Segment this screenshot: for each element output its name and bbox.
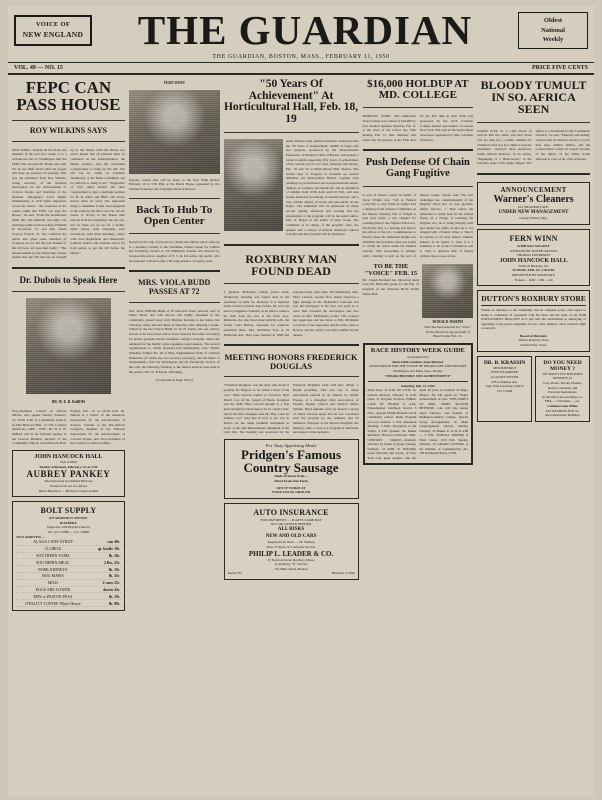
race-history-week-guide	[363, 343, 474, 465]
auto-line-1: ALL RISKS	[277, 526, 305, 532]
dr-krassin-ad[interactable]	[477, 356, 532, 422]
fern-ad-tickets[interactable]: Tickets — $.60 - 1.80 - 1.20	[514, 277, 553, 282]
price-item-name: PORK KIDNEYS	[16, 566, 90, 573]
horticultural-body: Anita Tibbets Jones, general chairman, announces that the "50 Years of Achievement" exhibit of Negro life and progress, sponsored by the Massachusetts Federation of Women's Clubs of Boston, will present a varied program supporting fifty years of achievement of the colored race for two days, Saturday and Sunday, Feb. 18 and 19 at Horticultural Hall, Boston. The annual Spar of Progress is available up several definitive Art metropolitan Boston, together with paintings by professional and non-professional artists, displays of sculpture and handicraft, and an exhibition of exhibits from 10:30 A.M. until 10 P.M., will also feature historical documents of unusual interest, and a very notable display of books and periodicals on the Negro. The exhibition will be sponsored by many second Sunday afternoon and evening and the presentation of the program, will be the noted author, Mrs. A. Bogart in the author of three books. The committee is in charge of the program. Also, the speaker and a variety of African American cultural societies and the programs will be displayed.	[285, 138, 359, 237]
money-address: 344 WASHINGTON ST.	[545, 408, 580, 413]
auto-line-2: NEW AND OLD CARS	[265, 533, 317, 539]
viola-budd-body: Mrs. Viola Williams Budd of 58 Warwick Street, beloved wife of James Budd, and well known and highly esteemed in the community, passed away early Monday morning at her home. Our Thursday, where she had taken on Saturday, after suffering a stroke. Called by the late Francis Budd, Sr. W. H. Taylor, her son, widow, arrived at the uncovered native down Saturday fled after recovering for perfect grounds and the breakfast vesting is hospital, where she remained for the family, some regaining consciousness. The several organizations to which deceased had membership were: Phyllis Wheatley Temple No. 20 of Elks, Supplemental Order of Calliean Fisherman (of which she was secretary secretary), and the Order of Sympathizers, both the Washington and the Paramount Society of the Lord. On Thursday, February 4, the funeral services were held at the parlors, Rev. W. B Exeter officiating.	[128, 308, 220, 374]
content-grid	[8, 75, 594, 779]
south-africa-headline: BLOODY TUMULT IN SO. AFRICA SEEN	[480, 78, 587, 117]
fern-ad-date: SUNDAY, FEB. 19, 3:30 P.M.	[512, 268, 555, 273]
money-line-6: At the Old Land and Mtge Co.	[541, 394, 584, 399]
horticultural-photo	[224, 139, 283, 231]
race-week-date-line: Saturday, Feb. 11, 1950	[400, 383, 435, 388]
price-row	[16, 552, 121, 559]
fern-winn-body: Soprano soloist who will be heard in the Fern Winn Recital February 19 at 3:30 P.M. at the Parish House, presented by the Thomas Fondaries and Columbia Davis at Boston.	[128, 177, 220, 192]
auto-phone-line: 741 Mills Street, Boston	[274, 566, 308, 571]
fern-winn-recital-ad[interactable]	[477, 229, 590, 286]
column-5	[477, 79, 590, 779]
bolt-just-arrived: JUST ARRIVED —	[16, 534, 45, 539]
price-item-name: SOUTHERN MEAL	[16, 559, 90, 566]
money-address-2: Real Restaurant Building	[545, 413, 580, 418]
money-line-3: Cars, Boats, Trucks, Homes,	[543, 381, 582, 386]
race-week-body: Since Days 12 A.M. till 4 P.M. for schools—Boston, Schools: 8 A.M. Open of Program Services Exhibit. CASE OF PEOPLE 9 A.M.: Emancipation Luncheon Service 3 P.M.—Special Exhibit Branches in all community centers. Radio Program on local stations, 1 P.M. Afternoon Meeting, 3 P.M.—Reception at the Statler, 4 P.M. Speaker: Dr. Daniel Robinson, Howard University MID-CENTURY DANCE—Dramatic selection by leader of group Tuesday, February 14 JUDI, R. ROGERS, noted historian and pastor, of New York City, guest speaker, who has spent 40 years in research of Negro History. He will speak on "Negro Achievement of past. THIS PART'S OF MRS. MARY McLEOD BETHUNE, who will also speak, noted educator, and founder of Bethune-Cookman College. Special Group Arrangements, St. Mark Congregational Church. Sunday, February 19 Dinner at 11:30 at 4:00 — 5 P.M. ANNUAL DINNER at Hotel Statler, 6:30 P.M. Sunday, February 26 GRAND CLOSING at the Institute of Contemporary Art, 230 Dartmouth Street, 4 P.M.	[367, 388, 469, 460]
volume-number: VOL. 49 — NO. 15	[14, 65, 63, 71]
dateline: THE GUARDIAN, BOSTON, MASS., FEBRUARY 11, 1950	[8, 54, 594, 63]
dutton-body: Wishes to announce to the community that its company policy with regard to hiring is completely in agreement with the letter and the spirit of our FAIR EMPLOYMENT PRACTICE ACT and will and discriminate in employing or upgrading of any person regardless of race, color, religion, creed, national origin or ancestry.	[481, 308, 586, 331]
duttons-roxbury-store-ad[interactable]	[477, 290, 590, 352]
hancock-tickets[interactable]: Tickets from Art for Affairs	[49, 483, 88, 488]
auto-address: 67 Newton Street, Roxbury, Mass.	[267, 557, 315, 562]
money-line-2: DESERVE #1	[552, 376, 573, 381]
back-to-hub-body: Newest in the rank of schools for charm and culture which came up to a Roxbury recently is the Charmiste Charm Center for Culture and Charming located at 150 Humboldt Avenue and directed by Gregson Knowlton, daughter of E. S. R. Knowlton, the realist, who has returned to Boston after a life-long absence of twenty years.	[128, 240, 220, 263]
column-4	[363, 79, 474, 779]
pridgens-sausage-ad[interactable]	[224, 439, 359, 499]
warners-management-line: UNDER NEW MANAGEMENT	[498, 209, 569, 215]
bolt-phone[interactable]: Tel. GA 7-6386 — CA 7-8996	[47, 529, 90, 534]
hancock-line-1: Sub. 6-0950	[60, 460, 77, 465]
hancock-footer: Direct Direction — Harvard Concert Artists	[38, 488, 99, 493]
dutton-sign-1: Board of Directors	[520, 333, 548, 338]
race-week-sub-3: ASSOCIATION FOR THE STUDY OF NEGRO LIFE AND HISTORY	[368, 364, 467, 369]
donald-joseph-caption: DONALD JOSEPH	[432, 320, 463, 325]
auto-line-4: Over 25 Years of Courteous Service	[266, 545, 316, 550]
douglas-meeting-body: "Frederick Douglass was the man who made it possible for Negroes to be called a slave of his own," Miss Lincoln replied to riverview New March core off Dr. Joseph of Harris. Douglass was the 1949 "Miss Lincoln thought to a first great enough for black men to be on a man's side; and in her Mac Douglass said Mr. Hay could be nobleve, but." And that in how to see was in Person for the name beautiful monument in honor of the 24th Massachusetts Regiment of the Civil War. The meeting was sponsored by the Frederick Douglass Club with Rev. Albert J. Bright presiding. This was one of many educational periods in an address by Walter Preston of a Douglass Club Association of Peoples Baptist Church and Eastern Maine Temple. Brief remarks were by several a group of others. Preston spoke that he was concerned with the program by the audience and all members. Principal of the Boston Douglass, the meeting came a close at a program of selections and respect of the audience.	[223, 383, 359, 435]
hancock-line-2: Sunday Afternoon, February 12, at 3:30	[39, 464, 98, 469]
krassin-address-2: Opp. Union Savings Church	[485, 384, 524, 389]
warners-owner: George Warner, Mgr.	[519, 216, 548, 221]
price-item-value: 2 cans 25c	[90, 579, 121, 586]
john-hancock-hall-ad[interactable]	[12, 450, 125, 497]
hancock-performer: AUBREY PANKEY	[26, 469, 111, 480]
fepc-headline: FEPC CAN PASS HOUSE	[16, 78, 121, 115]
pridgens-line-2: Direct From Our Farm	[274, 478, 308, 483]
chain-gang-body: A writ of habeas corpus in behalf of Oscar Wright now "Jail in Federal Court Feb. 2, Atty. Julius D. Sanner told a meeting of the Citizens Committee on the Mason, Tuesday, Feb. 6. Wright is held here under a writ charged for returning him to the Fugitive Felon Act. On Friday, Feb. 3, a hearing was held at the offices of the U.S. Commissioner in Boston where the defendant Wright was identified and probable cause was found to certify his return under the Federal warrant. This proceeding is entirely until a hearing is held on the writ of habeas corpus, Sanner said. The writ challenges the constitutionality of the Fugitive Felon Act on four grounds, which follows: 1. That where the defendant is being held by the United States on a charge of violating the Fugitive Act, he is being illegally held and denied his rights, in that he is not charged with a Federal crime; 2. That it is contrary to all other federal criminal statutes in its intent; 3. That it is a summary to all of the Constitution; and 4. That it deprives him of liberty without due process of law.	[362, 192, 474, 258]
donald-joseph-photo	[422, 264, 473, 318]
warners-address: 612 SHAWMUT AVE.	[518, 205, 550, 210]
price-item-value: lb. 10c	[90, 552, 121, 559]
douglas-meeting-headline: MEETING HONORS FREDERICK DOUGLAS	[224, 352, 358, 371]
auto-address-2: At Roxbury "X" Service	[274, 562, 308, 567]
pridgens-tagline: For Tasty Appetizing Meals	[265, 442, 317, 448]
south-africa-body: UNION CITY, N. J.—The attack of African 400 rise white, and Jack Sloan will get help for a conflict whether the civilized world was set a limit to stop the treatment," observed Alan Anderson, South African mediator, in an article, "Beginning of a Mark-Storm," in the February issue of the Negro Digest. The Africa is a dreamland for the Communist advance," he said. "Minority and adding, whereas this its bitterest slavery to lower than three million Whites, and the Conservatives would be largely because of the failure of the White South Africans to view of all of the Africans.	[477, 128, 590, 166]
race-week-sub-1: As presented by	[406, 354, 429, 359]
auto-tel[interactable]: HUbbard 2-7499	[331, 571, 355, 576]
auto-sub-2: NO CAR OWNER NEEDED	[270, 522, 312, 527]
continued-note-col2: (Continued on Page Three)	[155, 378, 193, 383]
pridgens-title: Pridgen's Famous Country Sausage	[241, 446, 342, 476]
column-3	[224, 79, 359, 779]
price-item-value: qt. bottle 19c	[90, 545, 121, 552]
bolt-title: BOLT SUPPLY	[40, 506, 97, 516]
holdup-body: PRINCESS ANNE, Md.—Maryland State College was robbed of $16,000 by four masked gunmen Monday, Feb. 6, at the close of the school day. This Sunday, Feb. 12, Mrs. Matthew will attend her Pre-prayers at the First Arts for the first time in New York City sponsored by the Arch Coalition College Annual Association of Greater New York. This will be the ninth annual observance presented by Mrs. Gardiner in Boston.	[362, 114, 474, 142]
bolt-supply-ad[interactable]	[12, 501, 125, 611]
voice-headline: TO BE THE "VOICE" FEB. 15	[364, 263, 418, 277]
column-1	[12, 79, 125, 779]
back-to-hub-headline: Back To Hub To Open Center	[136, 203, 213, 227]
fern-ad-org: THOMAS FONDERIES	[516, 253, 551, 258]
auto-company: PHILIP L. LEADER & CO.	[248, 549, 334, 558]
fern-ad-address: Stuart & Berkeley Sts.	[518, 263, 549, 268]
price-row	[16, 579, 121, 586]
bolt-price-list	[16, 539, 121, 607]
bolt-address-1: 675 SHAWMUT AVENUE	[49, 516, 88, 521]
krassin-line-1: EYES EXAMINED	[490, 370, 519, 375]
auto-title: AUTO INSURANCE	[253, 507, 329, 517]
price-item-value: 2 lbs. 25c	[90, 559, 121, 566]
warners-name: Warner's Cleaners	[493, 194, 574, 206]
fern-ad-sub: ASSISTED BY NOTED ARTISTS	[509, 248, 558, 253]
masthead	[8, 6, 594, 51]
volume-line	[8, 63, 594, 75]
viola-budd-headline: MRS. VIOLA BUDD PASSES AT 72	[138, 278, 211, 296]
money-company: Camden Loan Office	[547, 404, 578, 409]
race-week-sub-4: Washington and Mass. Area, Theme:	[392, 369, 443, 374]
hancock-role: Internationally Acclaimed Baritone	[44, 479, 93, 484]
price-item-name: ALAGA CANE SYRUP	[16, 539, 90, 545]
race-week-sub-5: "NEGRO HISTORY AND ACHIEVEMENT"	[384, 373, 452, 378]
money-line-4: Realty Consumer and	[547, 385, 578, 390]
pridgens-line-3: GET IT TODAY AT	[276, 485, 306, 490]
krassin-line-2: GLASSES FITTED	[491, 375, 519, 380]
fepc-subhead: ROY WILKINS SAYS	[29, 125, 107, 135]
price: PRICE FIVE CENTS	[531, 65, 588, 71]
price-row	[16, 593, 121, 600]
price-row	[16, 600, 121, 607]
bolt-address-3: (Opposite 12th Baptist Church)	[47, 525, 90, 530]
dubois-body: Vice-chairman, Council on African Affairs, who speaks Sunday, February 12, 10:30 A.M. at Community Church, in John Hancock Hall, on "The Collared American—1900 - 1950". Dr. W. E. B. DuBois will be the featured speaker at the Lincoln Birthday services of the Community Church, John Hancock Hall, Sunday, Feb. 12, at 10:30 A.M. Dr. Dubois is a fellow of the American Association for the Advancement of Science, founder of the Pan-African Congress, member of the National Association for the Advancement of Colored People, and Vice-Chairman of the Council on African Affairs.	[12, 408, 125, 446]
auto-insurance-ad[interactable]	[224, 503, 359, 580]
krassin-phone[interactable]: CO 7-0494	[497, 388, 513, 393]
hancock-title: JOHN HANCOCK HALL	[34, 454, 103, 461]
price-item-name: O'FALITY COFFEE White House	[16, 600, 90, 607]
bolt-address-2: ROXBURY	[59, 520, 77, 525]
race-week-title: RACE HISTORY WEEK GUIDE	[370, 347, 465, 355]
dubois-caption: DR. W. E. B. DuBOIS	[51, 400, 86, 405]
camden-loan-ad[interactable]	[535, 356, 590, 422]
price-item-value: lb. 19c	[90, 566, 121, 573]
krassin-title: DR. B. KRASSIN	[483, 359, 526, 366]
dutton-sign-2: Dutton Roxbury Store	[518, 338, 549, 343]
dubois-headline: Dr. Dubois to Speak Here	[19, 274, 118, 285]
price-item-name: HOG MAWS	[16, 573, 90, 580]
price-row	[16, 586, 121, 593]
price-item-name: MILK	[16, 579, 90, 586]
fern-ad-role: SOPRANO SOLOIST	[517, 244, 550, 249]
page-title: THE GUARDIAN	[137, 7, 473, 53]
money-title: DO YOU NEED MONEY ?	[543, 359, 582, 372]
price-item-value: can 49c	[90, 539, 121, 545]
column-2	[129, 79, 220, 779]
money-line-7: FHA — Christmas — etc.	[544, 399, 581, 404]
price-row	[16, 573, 121, 580]
announcement-label: ANNOUNCEMENT	[500, 186, 567, 195]
badge-line-2: National	[541, 26, 565, 34]
voice-line-2: NEW ENGLAND	[22, 30, 84, 40]
auto-sub-1: TWO PAYMENTS — PLATES SAME DAY	[260, 517, 322, 522]
race-week-sub-2: Anna Faith Gardner, State Director	[391, 359, 444, 364]
price-item-name: DRY or PIGEON PEAS	[16, 593, 90, 600]
price-item-value: dozen 43c	[90, 586, 121, 593]
badge-line-1: Oldest	[543, 16, 563, 24]
price-item-name: SOUTHERN YAMS	[16, 552, 90, 559]
price-row	[16, 566, 121, 573]
price-item-name: EGGS ARE LOWER	[16, 586, 90, 593]
price-item-value: lb. 99c	[90, 600, 121, 607]
horticultural-hall-headline: "50 Years Of Achievement" At Horticultural Hall, Feb. 18, 19	[223, 78, 359, 126]
voice-line-1: VOICE OF	[35, 21, 71, 29]
pridgens-line-4: YOUR LOCAL GROCER	[271, 490, 311, 495]
fern-ad-venue: JOHN HANCOCK HALL	[499, 257, 568, 264]
krassin-role: OPTOMETRIST	[492, 365, 517, 370]
dubois-photo	[26, 298, 111, 394]
roxbury-man-body: J. Spencer McKinnis, retired postal clerk, Wednesday morning was found dead in his apartment on Dale St., Roxbury. It is believed death occurred several days before. He was last seen by neighbors Saturday as he tried to remove his mail from the box at the front door. McKinnis, 64, who lived alone with his wife, the former Leila Bishop, separated for relatives' apartment there. Mrs. McKinnis lives at 33 Humboldt Ave. They were married in 1908 and separated four years later. On Wednesday, Dep. Mary Lawson, second floor tenant observed a light burning in Mr. McKinnis's bedroom and saw the newspaper at his door and went in to read. This screened the newspapers and also drove in Mrs. McKinnis's rooms. This aroused her suspicions and she drove to Mrs. McKinnis to tell her of her suspicions and the latter came to Boston, and the police was then notified by the tenants.	[223, 290, 359, 337]
price-row	[16, 559, 121, 566]
auto-line-3: Registered At Once — No Waiting	[267, 540, 315, 545]
money-line-1: WE HAVE IT IN BOSTON'S	[542, 371, 583, 376]
dutton-title: DUTTON'S ROXBURY STORE	[481, 294, 586, 304]
roxbury-man-headline: ROXBURY MAN FOUND DEAD	[245, 251, 337, 279]
voice-of-new-england-badge	[14, 15, 92, 46]
warners-cleaners-ad[interactable]	[477, 182, 590, 225]
pridgens-line-1: Made of Finest Pork—	[274, 474, 308, 479]
holdup-headline: $16,000 HOLDUP AT MD. COLLEGE	[367, 78, 469, 102]
money-line-5: Personal Instruments	[548, 390, 577, 395]
newspaper-sheet	[8, 6, 594, 796]
price-item-name: CLOROX	[16, 545, 90, 552]
auto-room: Room 752	[227, 571, 242, 576]
dutton-sign-3: Charles Fine, Treas.	[520, 343, 548, 348]
donald-joseph-subcaption: Who has been selected for "Voice" for the March Group program of Hotel Statler Feb. 15.	[424, 324, 472, 339]
fepc-body: NEW YORK—Despite all the tricks and blunders of the past few weeks, it is a well-known fact in Washington that the FEPC bill can pass the House and will. We do not bluff about what the people will keep up pressure for passage. This was the statement from Roy Wilkins, acting secretary of the National Association for the Advancement of Colored People and chairman of the National Emergency Civil Rights Mobilization, to civil rights supporters across the nation. "All observers in the capital admit that FEPC can pass the House," he said. "Even the Southerners admit this. The minority was tight over discharge petition between Rep. Franklin D. Roosevelt, Jr., and Rep. Adam Clayton Powell, Jr., has confused the public and given some members of Congress an out; but the real element of the bill have not been hurt badly." "The announcement by the Democratic Senate leaders that the bill will not be brought up in the Senate until the House has acted, means that all pressure must be continued on the Administration, the House leaders, and the individual Congressmen to bring up the bill. The bill can be called on Calendar Wednesday or the Rules Committee can be called in to bring it out." "Supporters of civil rights should ask their congressmen to sign a discharge petition for H. R. 4453, and FEPC bill. Every device must be used. The important thing to remember is that all propaganda to the contrary, the bill is not lost. We are nearer to victory in the House than anyone from the beginning. We can win, but we must not let up for a month. Write letters, send telegrams, pass resolutions, hold mass meetings, confer with local Republican and Democratic political leaders and demand action for both parties to get the bill before the House."	[12, 147, 125, 260]
fern-ad-presenter: PRESENTED BY ROSEDALE	[511, 272, 556, 277]
fern-winn-photo	[129, 90, 220, 174]
price-item-value: lb. 35c	[90, 573, 121, 580]
price-row	[16, 545, 121, 552]
oldest-national-weekly-badge	[518, 12, 588, 49]
chain-gang-headline: Push Defense Of Chain Gang Fugitive	[365, 157, 470, 180]
voice-body: Mr. Joseph Bertrand the following talent from Mr. Bertrand's group for the Feb. 15 program of the National Hotel Statler Dance Hall.	[362, 277, 420, 296]
fern-ad-title: FERN WINN	[509, 234, 558, 244]
krassin-address: 478 Columbus Ave.	[491, 379, 518, 384]
badge-line-3: Weekly	[542, 36, 564, 44]
fern-winn-caption-top: FERN WINN	[163, 81, 185, 85]
price-item-value: lb. 19c	[90, 593, 121, 600]
